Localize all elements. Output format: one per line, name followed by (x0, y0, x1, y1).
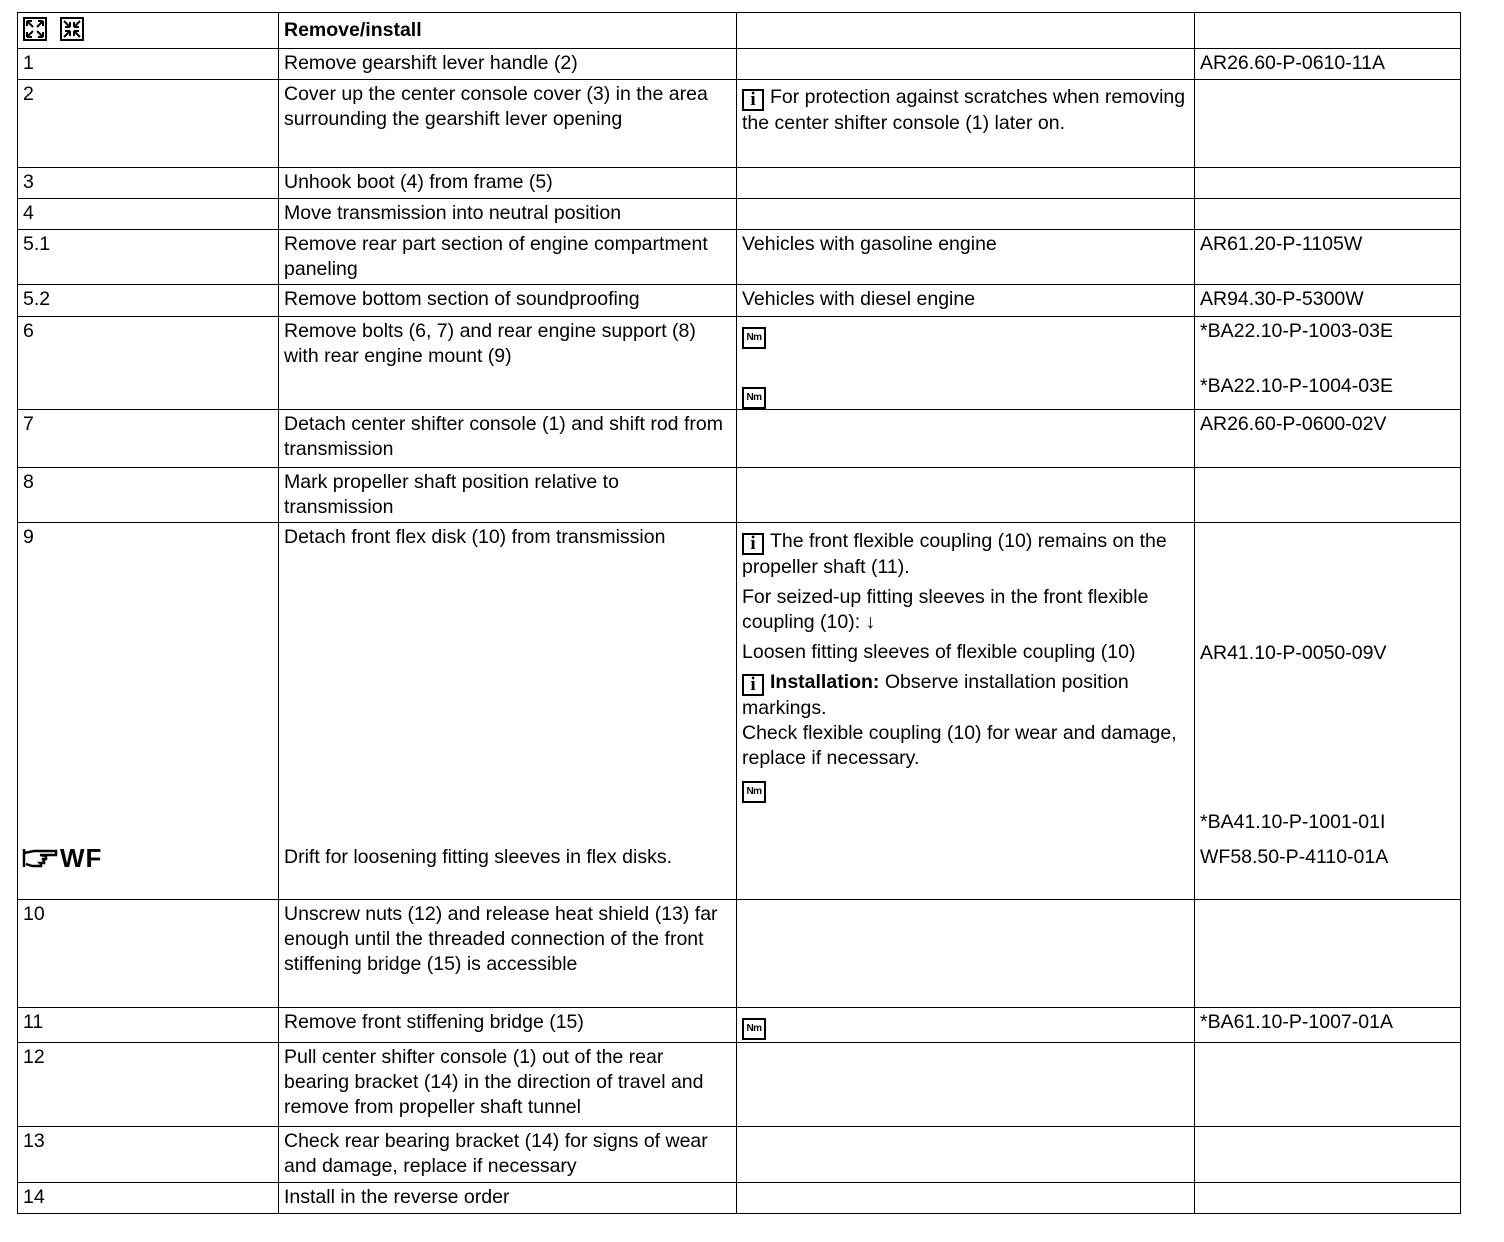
step-number: 13 (18, 1127, 279, 1183)
step-action: Remove bottom section of soundproofing (279, 285, 737, 317)
step-ref-cell (1195, 523, 1461, 900)
step-action: Move transmission into neutral position (279, 199, 737, 230)
step-note (737, 317, 1195, 410)
step-ref-link[interactable]: AR41.10-P-0050-09V (1200, 642, 1387, 664)
step-note (737, 168, 1195, 199)
step-ref-link[interactable]: *BA22.10-P-1004-03E (1200, 375, 1393, 397)
table-row (18, 1127, 1461, 1183)
step-ref-cell (1195, 317, 1461, 410)
tool-ref-link[interactable]: WF58.50-P-4110-01A (1200, 846, 1389, 868)
step-note (737, 49, 1195, 80)
step-number: 8 (18, 468, 279, 523)
note-text: For seized-up fitting sleeves in the front flexible coupling (10): (742, 586, 1149, 633)
torque-icon: Nm (742, 387, 766, 409)
table-row (18, 1043, 1461, 1127)
table-row (18, 80, 1461, 168)
note-text: The front flexible coupling (10) remains on the propeller shaft (11). (742, 530, 1167, 578)
step-ref (1195, 900, 1461, 1008)
header-icons-cell (18, 13, 279, 49)
step-note (737, 900, 1195, 1008)
table-row (18, 1183, 1461, 1214)
step-action: Remove gearshift lever handle (2) (279, 49, 737, 80)
step-number: 3 (18, 168, 279, 199)
step-note (737, 468, 1195, 523)
step-note (737, 199, 1195, 230)
step-action: Remove front stiffening bridge (15) (279, 1008, 737, 1043)
step-note: Vehicles with gasoline engine (737, 230, 1195, 285)
table-row (18, 199, 1461, 230)
step-number-cell (18, 523, 279, 900)
header-ref-cell (1195, 13, 1461, 49)
table-header-row (18, 13, 1461, 49)
table-row (18, 900, 1461, 1008)
step-action: Remove rear part section of engine compartment paneling (279, 230, 737, 285)
step-ref (1195, 468, 1461, 523)
step-number: 5.1 (18, 230, 279, 285)
tool-action: Drift for loosening fitting sleeves in flex disks. (284, 846, 673, 868)
table-row (18, 410, 1461, 468)
installation-label: Installation: (770, 671, 880, 693)
header-title: Remove/install (279, 13, 737, 49)
note-text: Loosen fitting sleeves of flexible coupling (10) (742, 641, 1136, 663)
step-action-cell (279, 523, 737, 900)
collapse-icon[interactable] (60, 17, 84, 48)
step-note (737, 1008, 1195, 1043)
step-number: 2 (18, 80, 279, 168)
torque-icon: Nm (742, 327, 766, 349)
step-ref-link[interactable]: *BA22.10-P-1003-03E (1200, 320, 1393, 342)
step-note (737, 80, 1195, 168)
step-number: 7 (18, 410, 279, 468)
step-action: Pull center shifter console (1) out of the rear bearing bracket (14) in the direction of travel and remove from propeller shaft tunnel (279, 1043, 737, 1127)
step-number: 4 (18, 199, 279, 230)
table-row (18, 523, 1461, 900)
step-ref (1195, 80, 1461, 168)
step-note (737, 1043, 1195, 1127)
step-ref-link[interactable]: AR26.60-P-0600-02V (1195, 410, 1461, 468)
step-ref (1195, 1043, 1461, 1127)
step-action: Unhook boot (4) from frame (5) (279, 168, 737, 199)
table-row (18, 317, 1461, 410)
info-icon: i (742, 674, 764, 696)
note-text: For protection against scratches when removing the center shifter console (1) later on. (742, 86, 1186, 134)
pointing-hand-icon (22, 847, 60, 869)
step-ref-link[interactable]: AR61.20-P-1105W (1195, 230, 1461, 285)
step-number: 6 (18, 317, 279, 410)
step-number: 11 (18, 1008, 279, 1043)
torque-icon: Nm (742, 781, 766, 803)
info-icon: i (742, 89, 764, 111)
table-row (18, 285, 1461, 317)
step-ref-link[interactable]: *BA41.10-P-1001-01I (1200, 811, 1386, 833)
step-action: Cover up the center console cover (3) in the area surrounding the gearshift lever opening (279, 80, 737, 168)
step-number: 14 (18, 1183, 279, 1214)
step-ref (1195, 168, 1461, 199)
arrow-down-icon: ↓ (865, 611, 876, 633)
torque-icon: Nm (742, 1018, 766, 1040)
step-note (737, 1183, 1195, 1214)
step-number: 10 (18, 900, 279, 1008)
note-text: Check flexible coupling (10) for wear and damage, replace if necessary. (742, 722, 1177, 769)
table-row (18, 1008, 1461, 1043)
remove-install-table (17, 12, 1461, 1214)
step-number: 1 (18, 49, 279, 80)
table-row (18, 468, 1461, 523)
table-row (18, 230, 1461, 285)
step-ref (1195, 1127, 1461, 1183)
tool-label: WF (22, 843, 102, 873)
step-note-cell (737, 523, 1195, 900)
step-ref-link[interactable]: *BA61.10-P-1007-01A (1195, 1008, 1461, 1043)
step-action: Detach front flex disk (10) from transmission (284, 526, 666, 548)
table-row (18, 168, 1461, 199)
step-action: Detach center shifter console (1) and shift rod from transmission (279, 410, 737, 468)
step-action: Mark propeller shaft position relative to transmission (279, 468, 737, 523)
step-action: Install in the reverse order (279, 1183, 737, 1214)
step-ref (1195, 1183, 1461, 1214)
note-text: Observe installation position markings. (742, 671, 1129, 719)
step-note (737, 410, 1195, 468)
step-number: 9 (23, 526, 34, 548)
step-ref-link[interactable]: AR26.60-P-0610-11A (1195, 49, 1461, 80)
info-icon: i (742, 533, 764, 555)
step-ref (1195, 199, 1461, 230)
step-number: 5.2 (18, 285, 279, 317)
step-action: Check rear bearing bracket (14) for signs of wear and damage, replace if necessary (279, 1127, 737, 1183)
step-number: 12 (18, 1043, 279, 1127)
step-action: Remove bolts (6, 7) and rear engine support (8) with rear engine mount (9) (279, 317, 737, 410)
step-note: Vehicles with diesel engine (737, 285, 1195, 317)
header-note-cell (737, 13, 1195, 49)
step-note (737, 1127, 1195, 1183)
step-ref-link[interactable]: AR94.30-P-5300W (1195, 285, 1461, 317)
step-action: Unscrew nuts (12) and release heat shield (13) far enough until the threaded connection of the front stiffening bridge (15) is accessible (279, 900, 737, 1008)
table-row (18, 49, 1461, 80)
expand-icon[interactable] (23, 17, 47, 48)
